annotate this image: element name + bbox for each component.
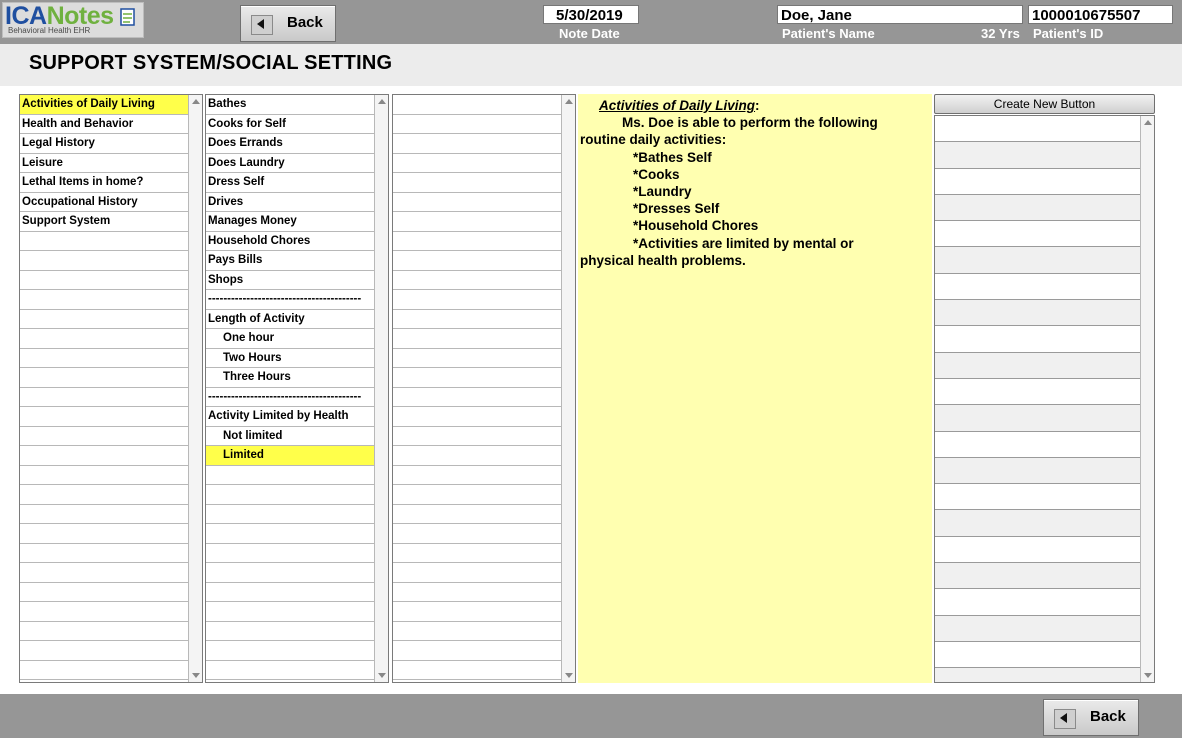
custom-button-slot[interactable] — [935, 326, 1140, 352]
list-item[interactable]: Does Laundry — [206, 154, 374, 174]
back-label: Back — [287, 14, 323, 31]
custom-button-slot[interactable] — [935, 432, 1140, 458]
custom-button-slot[interactable] — [935, 221, 1140, 247]
patient-id-field: 1000010675507 — [1028, 5, 1173, 24]
narrative-bullet: *Household Chores — [633, 218, 759, 234]
scroll-up-icon[interactable] — [1144, 120, 1152, 125]
empty-list-row[interactable] — [206, 544, 374, 564]
back-button-bottom[interactable] — [1043, 699, 1139, 736]
back-label: Back — [1090, 708, 1126, 725]
empty-list-row[interactable] — [393, 466, 561, 486]
empty-list-row[interactable] — [393, 329, 561, 349]
empty-list-row[interactable] — [20, 466, 188, 486]
empty-list-row[interactable] — [393, 427, 561, 447]
page-title: SUPPORT SYSTEM/SOCIAL SETTING — [29, 52, 393, 74]
empty-list-row[interactable] — [393, 661, 561, 681]
empty-list-row[interactable] — [393, 524, 561, 544]
empty-list-row[interactable] — [20, 427, 188, 447]
empty-list-row[interactable] — [206, 505, 374, 525]
empty-list-row[interactable] — [393, 271, 561, 291]
narrative-bullet: *Activities are limited by mental or — [633, 235, 854, 251]
list-item[interactable]: Leisure — [20, 154, 188, 174]
empty-list-row[interactable] — [206, 661, 374, 681]
narrative-panel[interactable] — [578, 94, 932, 683]
empty-list-row[interactable] — [393, 95, 561, 115]
patient-age: 32 Yrs — [981, 26, 1020, 41]
back-button-top[interactable] — [240, 5, 336, 42]
empty-list-row[interactable] — [20, 407, 188, 427]
custom-button-slot[interactable] — [935, 668, 1140, 683]
empty-list-row[interactable] — [206, 583, 374, 603]
patient-id-caption: Patient's ID — [1033, 26, 1104, 41]
ica-notes-logo — [2, 2, 144, 38]
note-date-caption: Note Date — [559, 26, 620, 41]
empty-list-row[interactable] — [20, 602, 188, 622]
option-list-scrollbar[interactable] — [374, 95, 388, 682]
list-item[interactable]: Support System — [20, 212, 188, 232]
list-item[interactable]: Dress Self — [206, 173, 374, 193]
empty-list-row[interactable] — [20, 251, 188, 271]
empty-list-row[interactable] — [393, 212, 561, 232]
empty-list-row[interactable] — [20, 563, 188, 583]
empty-list-row[interactable] — [206, 602, 374, 622]
empty-list-row[interactable] — [393, 407, 561, 427]
empty-list-row[interactable] — [20, 641, 188, 661]
empty-list-row[interactable] — [393, 173, 561, 193]
list-item[interactable]: Not limited — [206, 427, 374, 447]
custom-button-slot[interactable] — [935, 274, 1140, 300]
narrative-heading-colon: : — [755, 98, 760, 113]
patient-name-caption: Patient's Name — [782, 26, 875, 41]
button-list-scrollbar[interactable] — [1140, 116, 1154, 682]
empty-list-row[interactable] — [20, 329, 188, 349]
custom-button-slot[interactable] — [935, 616, 1140, 642]
narrative-bullet: *Dresses Self — [633, 201, 720, 217]
logo-text-notes: Notes — [46, 2, 114, 30]
empty-list-row[interactable] — [393, 232, 561, 252]
empty-list-row[interactable] — [20, 290, 188, 310]
empty-list-row[interactable] — [20, 505, 188, 525]
empty-list-row[interactable] — [393, 563, 561, 583]
custom-button-slot[interactable] — [935, 458, 1140, 484]
empty-list-row[interactable] — [393, 583, 561, 603]
option-list[interactable] — [205, 94, 389, 683]
empty-list-row[interactable] — [206, 485, 374, 505]
title-bar — [0, 44, 1182, 86]
empty-list-row[interactable] — [206, 622, 374, 642]
list-item[interactable]: Does Errands — [206, 134, 374, 154]
custom-button-slot[interactable] — [935, 353, 1140, 379]
custom-button-slot[interactable] — [935, 537, 1140, 563]
empty-list-row[interactable] — [206, 466, 374, 486]
scroll-up-icon[interactable] — [378, 99, 386, 104]
note-date-field: 5/30/2019 — [543, 5, 639, 24]
list-item[interactable]: ---------------------------------------- — [206, 290, 374, 310]
notepad-icon — [119, 7, 137, 27]
back-arrow-icon — [251, 15, 273, 35]
logo-subtitle: Behavioral Health EHR — [8, 26, 91, 35]
empty-list-row[interactable] — [20, 622, 188, 642]
empty-list-row[interactable] — [20, 388, 188, 408]
empty-list-row[interactable] — [393, 485, 561, 505]
empty-list-row[interactable] — [20, 446, 188, 466]
bottom-bar — [0, 694, 1182, 738]
list-item[interactable]: Shops — [206, 271, 374, 291]
list-item[interactable]: ---------------------------------------- — [206, 388, 374, 408]
empty-list-row[interactable] — [393, 622, 561, 642]
empty-list-row[interactable] — [393, 349, 561, 369]
scroll-up-icon[interactable] — [192, 99, 200, 104]
custom-button-slot[interactable] — [935, 589, 1140, 615]
empty-list-row[interactable] — [20, 368, 188, 388]
empty-list-row[interactable] — [393, 544, 561, 564]
list-item[interactable]: Three Hours — [206, 368, 374, 388]
list-item[interactable]: Cooks for Self — [206, 115, 374, 135]
list-item[interactable]: One hour — [206, 329, 374, 349]
list-item[interactable]: Pays Bills — [206, 251, 374, 271]
empty-list-row[interactable] — [393, 154, 561, 174]
list-item[interactable]: Legal History — [20, 134, 188, 154]
list-item[interactable]: Limited — [206, 446, 374, 466]
empty-list-row[interactable] — [393, 290, 561, 310]
empty-list-row[interactable] — [20, 310, 188, 330]
empty-list-row[interactable] — [206, 524, 374, 544]
custom-button-slot[interactable] — [935, 405, 1140, 431]
empty-list-row[interactable] — [20, 583, 188, 603]
list-item[interactable]: Drives — [206, 193, 374, 213]
sub-option-list-scrollbar[interactable] — [561, 95, 575, 682]
empty-list-row[interactable] — [393, 388, 561, 408]
custom-button-slot[interactable] — [935, 169, 1140, 195]
list-item[interactable]: Activities of Daily Living — [20, 95, 188, 115]
custom-button-slot[interactable] — [935, 642, 1140, 668]
patient-name-field: Doe, Jane — [777, 5, 1023, 24]
scroll-up-icon[interactable] — [565, 99, 573, 104]
sub-option-list[interactable] — [392, 94, 576, 683]
empty-list-row[interactable] — [20, 544, 188, 564]
custom-button-slot[interactable] — [935, 247, 1140, 273]
narrative-line: routine daily activities: — [580, 132, 727, 148]
empty-list-row[interactable] — [393, 251, 561, 271]
empty-list-row[interactable] — [20, 349, 188, 369]
empty-list-row[interactable] — [20, 524, 188, 544]
narrative-bullet: *Laundry — [633, 184, 692, 200]
custom-button-slot[interactable] — [935, 300, 1140, 326]
empty-list-row[interactable] — [393, 310, 561, 330]
custom-button-slot[interactable] — [935, 484, 1140, 510]
empty-list-row[interactable] — [393, 641, 561, 661]
list-item[interactable]: Occupational History — [20, 193, 188, 213]
empty-list-row[interactable] — [393, 134, 561, 154]
empty-list-row[interactable] — [393, 446, 561, 466]
empty-list-row[interactable] — [20, 661, 188, 681]
narrative-bullet: *Cooks — [633, 166, 680, 182]
custom-button-slot[interactable] — [935, 510, 1140, 536]
list-item[interactable]: Length of Activity — [206, 310, 374, 330]
list-item[interactable]: Bathes — [206, 95, 374, 115]
custom-button-slot[interactable] — [935, 142, 1140, 168]
create-new-button[interactable]: Create New Button — [934, 94, 1155, 114]
category-list[interactable] — [19, 94, 203, 683]
logo-text-ica: ICA — [5, 2, 47, 30]
scroll-down-icon[interactable] — [565, 673, 573, 678]
narrative-bullet: *Bathes Self — [633, 149, 712, 165]
empty-list-row[interactable] — [393, 368, 561, 388]
narrative-line: Ms. Doe is able to perform the following — [622, 115, 878, 131]
scroll-down-icon[interactable] — [378, 673, 386, 678]
list-item[interactable]: Health and Behavior — [20, 115, 188, 135]
empty-list-row[interactable] — [393, 193, 561, 213]
scroll-down-icon[interactable] — [192, 673, 200, 678]
list-item[interactable]: Household Chores — [206, 232, 374, 252]
category-list-scrollbar[interactable] — [188, 95, 202, 682]
empty-list-row[interactable] — [393, 602, 561, 622]
empty-list-row[interactable] — [20, 485, 188, 505]
empty-list-row[interactable] — [20, 232, 188, 252]
empty-list-row[interactable] — [206, 563, 374, 583]
empty-list-row[interactable] — [393, 115, 561, 135]
custom-button-slot[interactable] — [935, 379, 1140, 405]
empty-list-row[interactable] — [20, 271, 188, 291]
narrative-heading: Activities of Daily Living — [599, 98, 756, 113]
custom-button-slot[interactable] — [935, 116, 1140, 142]
back-arrow-icon — [1054, 709, 1076, 729]
narrative-line: physical health problems. — [580, 252, 746, 268]
list-item[interactable]: Manages Money — [206, 212, 374, 232]
top-bar — [0, 0, 1182, 44]
scroll-down-icon[interactable] — [1144, 673, 1152, 678]
custom-button-slot[interactable] — [935, 195, 1140, 221]
custom-button-list[interactable] — [934, 115, 1155, 683]
list-item[interactable]: Lethal Items in home? — [20, 173, 188, 193]
empty-list-row[interactable] — [393, 505, 561, 525]
list-item[interactable]: Two Hours — [206, 349, 374, 369]
custom-button-slot[interactable] — [935, 563, 1140, 589]
empty-list-row[interactable] — [206, 641, 374, 661]
list-item[interactable]: Activity Limited by Health — [206, 407, 374, 427]
